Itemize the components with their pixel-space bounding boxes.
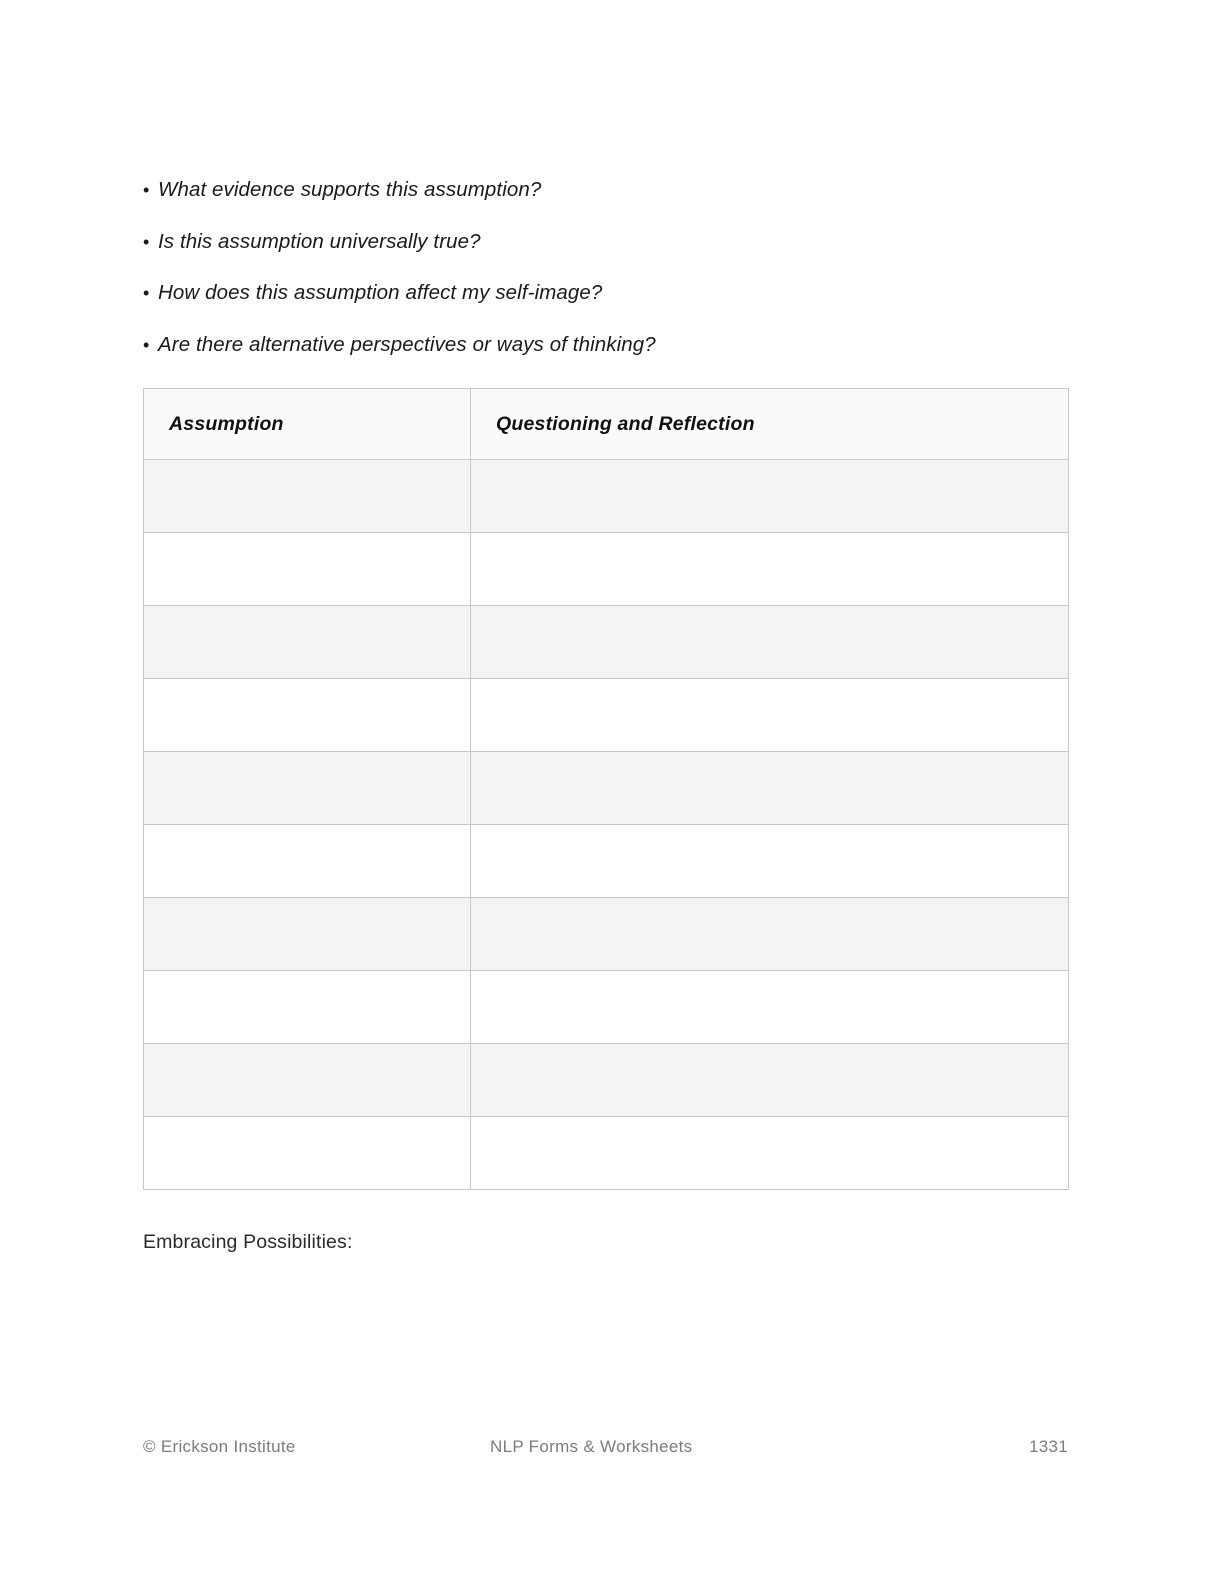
list-item: [143, 331, 1043, 359]
bullet-marker-icon: •: [143, 334, 150, 355]
list-item-text: Are there alternative perspectives or ways of thinking?: [158, 332, 656, 356]
cell-assumption[interactable]: [144, 971, 471, 1044]
list-item-text: Is this assumption universally true?: [158, 229, 481, 253]
table-body: [144, 460, 1069, 1190]
table-header-row: [144, 389, 1069, 460]
cell-questioning[interactable]: [471, 752, 1069, 825]
column-header-questioning-and-reflection: Questioning and Reflection: [471, 389, 1069, 460]
bullet-marker-icon: •: [143, 283, 150, 303]
assumption-reflection-table: [143, 388, 1069, 1190]
list-item-text: What evidence supports this assumption?: [158, 178, 542, 201]
cell-questioning[interactable]: [471, 679, 1069, 752]
footer-title: NLP Forms & Worksheets: [490, 1437, 693, 1456]
table-row: [144, 752, 1069, 825]
table-row: [144, 1044, 1069, 1117]
cell-questioning[interactable]: [471, 606, 1069, 679]
section-label-embracing-possibilities: Embracing Possibilities:: [143, 1231, 353, 1253]
table-row: [144, 898, 1069, 971]
table-row: [144, 825, 1069, 898]
list-item: [143, 176, 1043, 204]
table-row: [144, 460, 1069, 533]
table-row: [144, 971, 1069, 1044]
page-footer: [143, 1437, 1068, 1461]
cell-assumption[interactable]: [144, 679, 471, 752]
cell-assumption[interactable]: [144, 460, 471, 533]
cell-assumption[interactable]: [144, 752, 471, 825]
footer-copyright: © Erickson Institute: [143, 1437, 296, 1456]
cell-questioning[interactable]: [471, 825, 1069, 898]
list-item: [143, 228, 1043, 256]
cell-questioning[interactable]: [471, 1044, 1069, 1117]
table-header: [144, 389, 1069, 460]
table-row: [144, 679, 1069, 752]
cell-assumption[interactable]: [144, 825, 471, 898]
table-row: [144, 533, 1069, 606]
list-item: [143, 279, 1043, 307]
column-header-assumption: Assumption: [144, 389, 471, 460]
cell-questioning[interactable]: [471, 971, 1069, 1044]
cell-assumption[interactable]: [144, 1117, 471, 1190]
cell-questioning[interactable]: [471, 460, 1069, 533]
bullet-marker-icon: •: [143, 180, 150, 200]
cell-assumption[interactable]: [144, 533, 471, 606]
table-row: [144, 606, 1069, 679]
footer-page-number: 1331: [1028, 1437, 1068, 1456]
list-item-text: How does this assumption affect my self-image?: [158, 281, 603, 304]
cell-questioning[interactable]: [471, 1117, 1069, 1190]
cell-assumption[interactable]: [144, 606, 471, 679]
reflection-question-list: [143, 176, 1043, 382]
cell-assumption[interactable]: [144, 898, 471, 971]
cell-questioning[interactable]: [471, 533, 1069, 606]
table-row: [144, 1117, 1069, 1190]
cell-questioning[interactable]: [471, 898, 1069, 971]
bullet-marker-icon: •: [143, 231, 150, 252]
cell-assumption[interactable]: [144, 1044, 471, 1117]
